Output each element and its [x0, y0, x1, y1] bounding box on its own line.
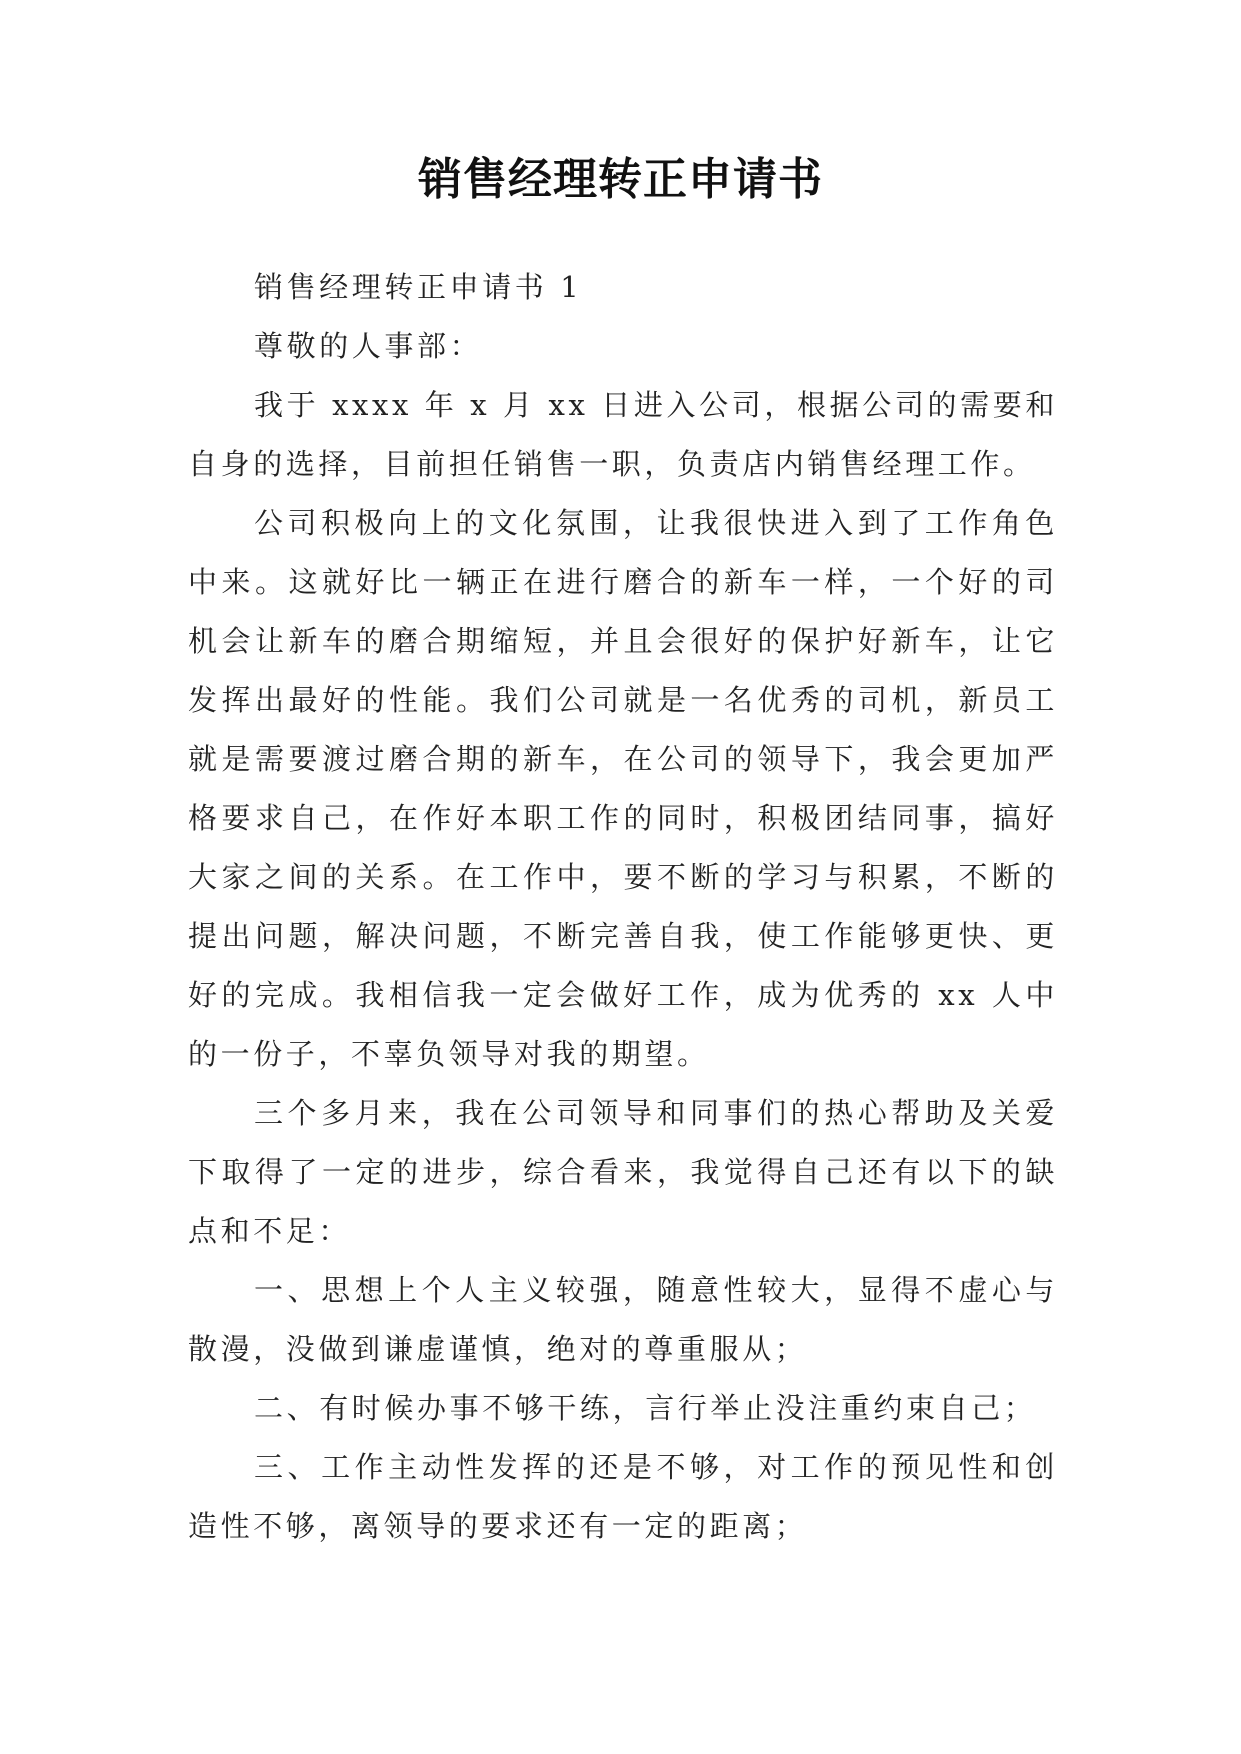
- paragraph: 三个多月来，我在公司领导和同事们的热心帮助及关爱下取得了一定的进步，综合看来，我觉得自己还有以下的缺点和不足：: [188, 1096, 1058, 1248]
- document-body: [188, 258, 1058, 1556]
- paragraph: 公司积极向上的文化氛围，让我很快进入到了工作角色中来。这就好比一辆正在进行磨合的新车一样，一个好的司机会让新车的磨合期缩短，并且会很好的保护好新车，让它发挥出最好的性能。我们公司就是一名优秀的司机，新员工就是需要渡过磨合期的新车，在公司的领导下，我会更加严格要求自己，在作好本职工作的同时，积极团结同事，搞好大家之间的关系。在工作中，要不断的学习与积累，不断的提出问题，解决问题，不断完善自我，使工作能够更快、更好的完成。我相信我一定会做好工作，成为优秀的 xx 人中的一份子，不辜负领导对我的期望。: [188, 506, 1058, 1071]
- paragraph-heading: 销售经理转正申请书 1: [254, 270, 583, 304]
- list-item: 二、有时候办事不够干练，言行举止没注重约束自己；: [254, 1391, 1037, 1425]
- paragraph: 我于 xxxx 年 x 月 xx 日进入公司，根据公司的需要和自身的选择，目前担任销售一职，负责店内销售经理工作。: [188, 388, 1058, 481]
- list-item: 三、工作主动性发挥的还是不够，对工作的预见性和创造性不够，离领导的要求还有一定的距离；: [188, 1450, 1058, 1543]
- document-title: 销售经理转正申请书: [418, 154, 823, 205]
- paragraph-salutation: 尊敬的人事部：: [254, 329, 483, 363]
- list-item: 一、思想上个人主义较强，随意性较大，显得不虚心与散漫，没做到谦虚谨慎，绝对的尊重服从；: [188, 1273, 1058, 1366]
